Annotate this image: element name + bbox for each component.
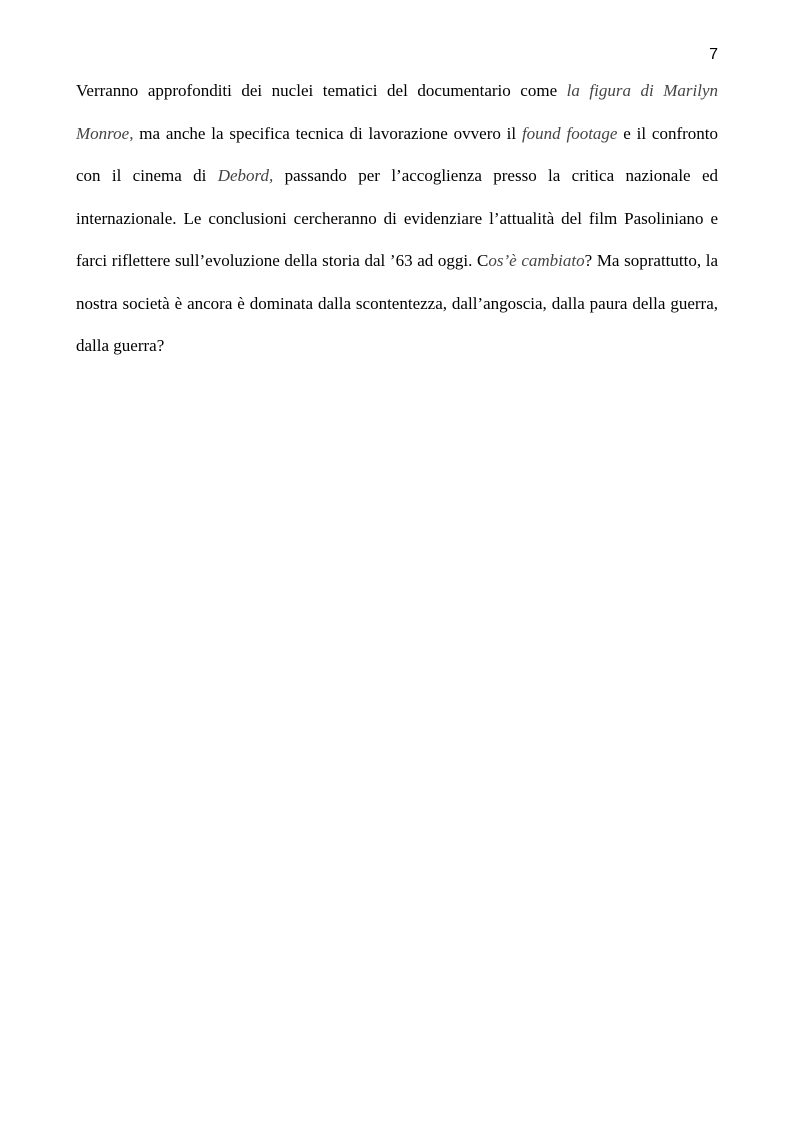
italic-title-marilyn: la figura di Marilyn Monroe, bbox=[76, 81, 719, 143]
text-segment: e il confronto con il cinema di bbox=[76, 123, 719, 185]
text-segment: Verranno approfonditi dei nuclei tematici del documentario come bbox=[76, 81, 567, 100]
italic-name-debord: Debord, bbox=[217, 166, 274, 185]
italic-question: os’è cambiato bbox=[488, 251, 585, 270]
text-segment: ? Ma soprattutto, la nostra società è ancora è dominata dalla scontentezza, dall’angoscia, dalla paura della guerra, dalla guerra? bbox=[76, 251, 719, 355]
page-number: 7 bbox=[709, 46, 718, 63]
italic-term-found-footage: found footage bbox=[521, 123, 618, 143]
text-segment: ma anche la specifica tecnica di lavorazione ovvero il bbox=[133, 123, 522, 143]
text-segment: passando per l’accoglienza presso la critica nazionale ed internazionale. Le conclusioni cercheranno di evidenziare l’attualità del film Pasoliniano e farci riflettere sull’evoluzione della storia dal ’63 ad oggi. C bbox=[76, 166, 718, 270]
body-paragraph bbox=[76, 70, 718, 368]
